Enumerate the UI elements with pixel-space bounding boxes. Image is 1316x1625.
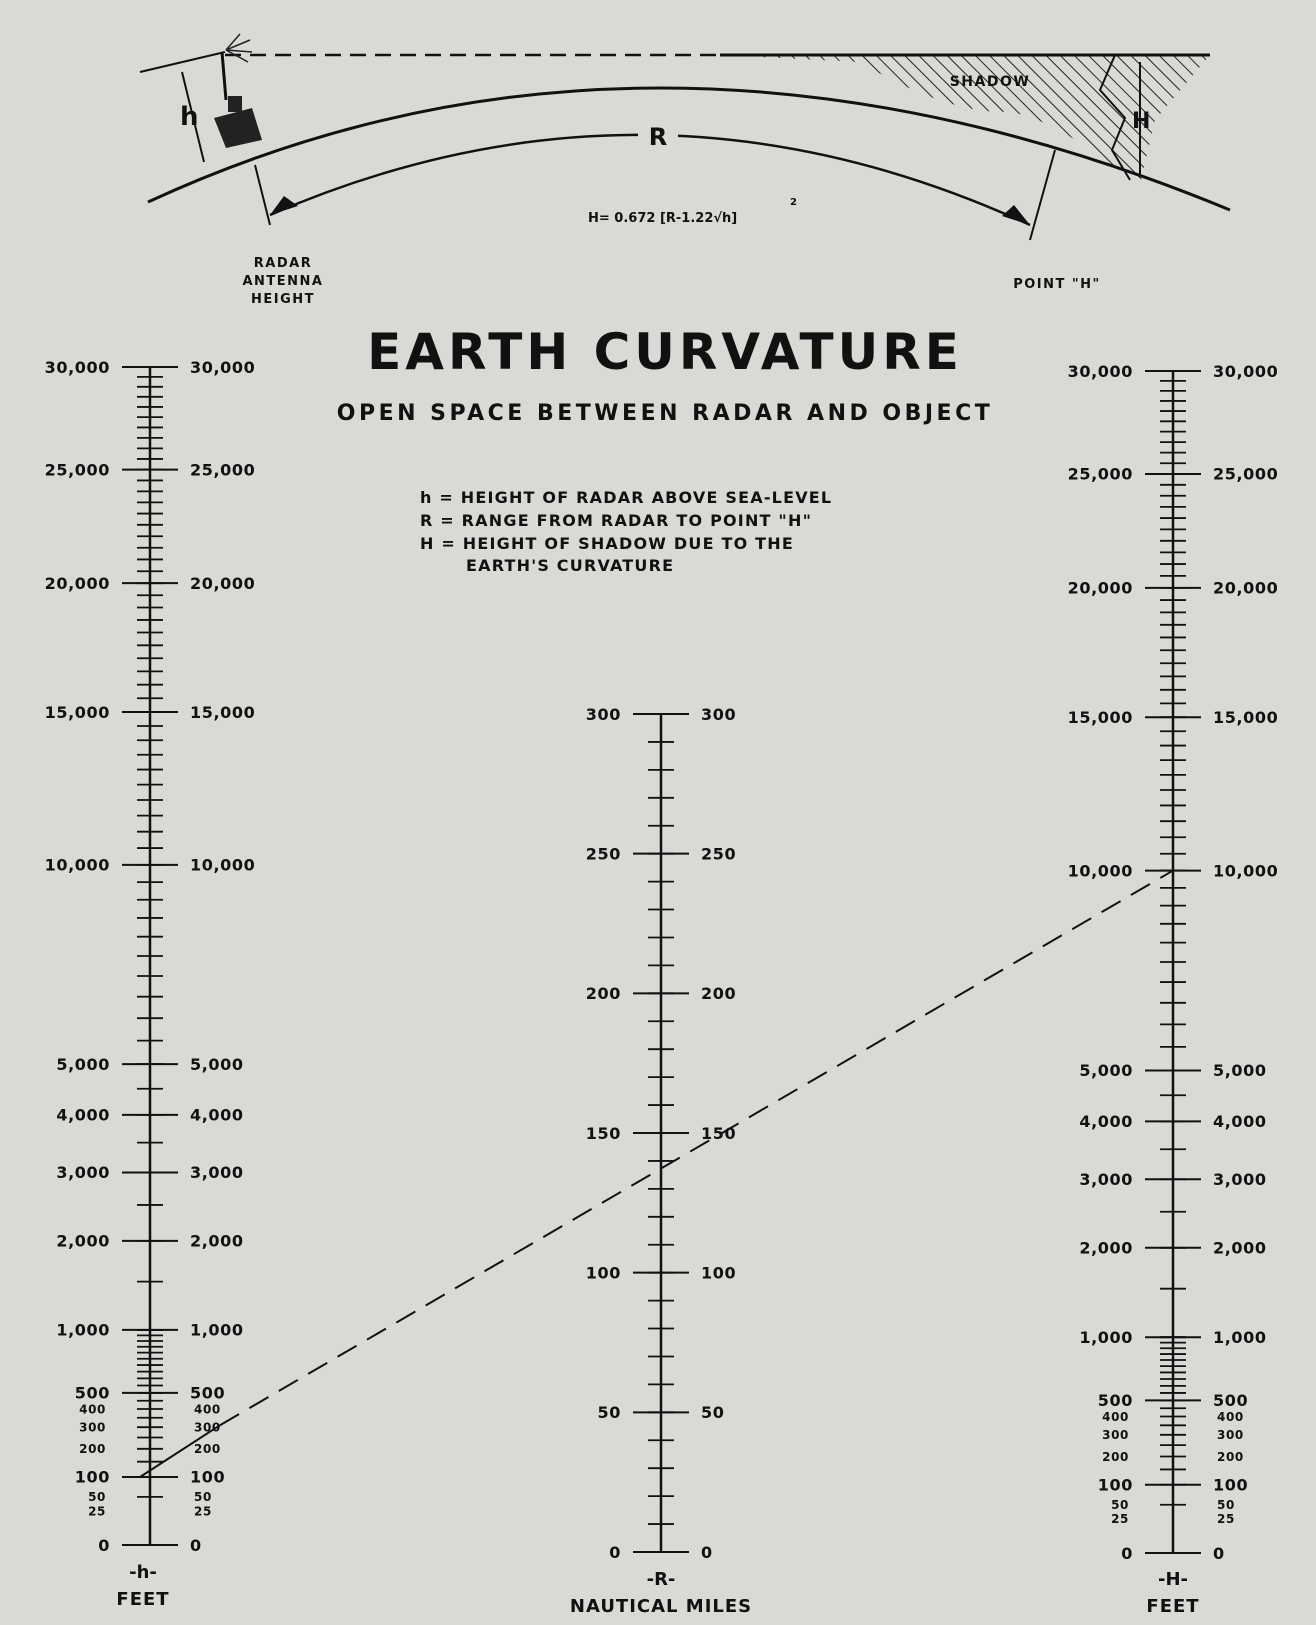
h-tick-label-right: 300 (194, 1420, 221, 1435)
h-tick-label-left: 25,000 (44, 460, 110, 480)
range-left-tick (255, 165, 270, 225)
H-tick-label-left: 3,000 (1079, 1169, 1133, 1189)
legend-line-3: H = HEIGHT OF SHADOW DUE TO THE (420, 534, 795, 553)
H-tick-label-left: 50 (1111, 1498, 1129, 1513)
H-tick-label-right: 0 (1213, 1543, 1225, 1563)
H-axis-unit: FEET (1146, 1596, 1200, 1617)
H-axis-symbol: -H- (1157, 1569, 1189, 1590)
R-tick-label-right: 50 (701, 1403, 725, 1423)
H-tick-label-left: 1,000 (1079, 1327, 1133, 1347)
H-tick-label-right: 20,000 (1213, 578, 1279, 598)
point-h-label: POINT "H" (1013, 277, 1101, 292)
R-tick-label-left: 200 (585, 984, 621, 1004)
diagram-R-label: R (648, 123, 668, 151)
H-tick-label-right: 500 (1213, 1391, 1249, 1411)
H-tick-label-right: 3,000 (1213, 1169, 1267, 1189)
diagram-shadow-label: SHADOW (949, 74, 1031, 90)
R-tick-label-right: 300 (701, 704, 737, 724)
h-axis-unit: FEET (116, 1589, 170, 1610)
radar-label-line-2: ANTENNA (242, 274, 324, 289)
h-tick-label-right: 2,000 (190, 1231, 244, 1251)
h-tick-label-left: 500 (74, 1383, 110, 1403)
h-tick-label-right: 50 (194, 1490, 212, 1505)
chart-title: EARTH CURVATURE (367, 323, 963, 381)
diagram-H-label: H (1132, 109, 1151, 134)
h-tick-label-right: 1,000 (190, 1320, 244, 1340)
R-tick-label-right: 0 (701, 1542, 713, 1562)
H-tick-label-right: 2,000 (1213, 1238, 1267, 1258)
H-tick-label-right: 15,000 (1213, 707, 1279, 727)
R-tick-label-left: 50 (597, 1403, 621, 1423)
H-tick-label-right: 1,000 (1213, 1327, 1267, 1347)
ship-icon (214, 34, 262, 148)
h-tick-label-left: 0 (98, 1535, 110, 1555)
H-tick-label-left: 400 (1102, 1409, 1129, 1424)
H-tick-label-left: 200 (1102, 1449, 1129, 1464)
H-tick-label-left: 100 (1097, 1475, 1133, 1495)
h-tick-label-left: 50 (88, 1490, 106, 1505)
h-tick-label-right: 20,000 (190, 573, 256, 593)
legend-line-2: R = RANGE FROM RADAR TO POINT "H" (420, 511, 813, 530)
R-tick-label-left: 250 (585, 844, 621, 864)
h-tick-label-left: 4,000 (56, 1105, 110, 1125)
curvature-diagram (140, 34, 1230, 307)
h-tick-label-left: 200 (79, 1442, 106, 1457)
h-tick-label-left: 1,000 (56, 1320, 110, 1340)
H-tick-label-left: 20,000 (1067, 578, 1133, 598)
H-tick-label-right: 200 (1217, 1449, 1244, 1464)
h-tick-label-left: 3,000 (56, 1163, 110, 1183)
h-tick-label-right: 4,000 (190, 1105, 244, 1125)
radar-label-line-3: HEIGHT (250, 292, 316, 307)
R-tick-label-right: 200 (701, 984, 737, 1004)
R-tick-label-right: 100 (701, 1263, 737, 1283)
R-tick-label-right: 150 (701, 1123, 737, 1143)
H-tick-label-left: 0 (1121, 1543, 1133, 1563)
h-tick-label-left: 2,000 (56, 1231, 110, 1251)
h-tick-label-left: 15,000 (44, 702, 110, 722)
H-tick-label-right: 5,000 (1213, 1061, 1267, 1081)
diagram-h-label: h (180, 102, 199, 132)
H-tick-label-left: 25 (1111, 1512, 1129, 1527)
R-tick-label-left: 300 (585, 704, 621, 724)
h-tick-label-right: 0 (190, 1535, 202, 1555)
legend-line-1: h = HEIGHT OF RADAR ABOVE SEA-LEVEL (420, 488, 833, 507)
h-tick-label-right: 400 (194, 1402, 221, 1417)
H-tick-label-left: 10,000 (1067, 861, 1133, 881)
R-axis-symbol: -R- (646, 1569, 676, 1590)
radar-height-line (140, 52, 225, 72)
h-tick-label-right: 5,000 (190, 1054, 244, 1074)
H-tick-label-left: 500 (1097, 1391, 1133, 1411)
h-tick-label-right: 3,000 (190, 1163, 244, 1183)
range-arrow-left (270, 196, 298, 215)
H-tick-label-left: 25,000 (1067, 464, 1133, 484)
h-tick-label-left: 300 (79, 1420, 106, 1435)
H-tick-label-right: 50 (1217, 1498, 1235, 1513)
example-isopleth-line (220, 871, 1173, 1426)
R-tick-label-left: 100 (585, 1263, 621, 1283)
h-tick-label-left: 20,000 (44, 573, 110, 593)
H-tick-label-left: 2,000 (1079, 1238, 1133, 1258)
h-tick-label-right: 200 (194, 1442, 221, 1457)
h-tick-label-left: 10,000 (44, 855, 110, 875)
H-tick-label-right: 300 (1217, 1428, 1244, 1443)
h-tick-label-right: 10,000 (190, 855, 256, 875)
range-arrow-right (1002, 205, 1030, 225)
radar-label-line-1: RADAR (253, 256, 313, 271)
formula-exponent: 2 (790, 197, 797, 208)
h-tick-label-right: 30,000 (190, 357, 256, 377)
h-tick-label-left: 30,000 (44, 357, 110, 377)
range-right-tick (1030, 150, 1055, 240)
h-tick-label-right: 100 (190, 1467, 226, 1487)
H-tick-label-left: 5,000 (1079, 1061, 1133, 1081)
h-tick-label-right: 500 (190, 1383, 226, 1403)
h-tick-label-left: 400 (79, 1402, 106, 1417)
legend-line-4: EARTH'S CURVATURE (466, 556, 675, 575)
R-tick-label-left: 150 (585, 1123, 621, 1143)
H-tick-label-right: 25,000 (1213, 464, 1279, 484)
H-tick-label-left: 15,000 (1067, 707, 1133, 727)
h-tick-label-right: 25,000 (190, 460, 256, 480)
H-tick-label-right: 100 (1213, 1475, 1249, 1495)
H-tick-label-left: 4,000 (1079, 1112, 1133, 1132)
R-tick-label-right: 250 (701, 844, 737, 864)
H-tick-label-right: 10,000 (1213, 861, 1279, 881)
h-axis-symbol: -h- (129, 1562, 157, 1583)
chart-subtitle: OPEN SPACE BETWEEN RADAR AND OBJECT (336, 401, 994, 426)
R-axis-unit: NAUTICAL MILES (569, 1596, 753, 1617)
H-tick-label-right: 400 (1217, 1409, 1244, 1424)
h-tick-label-left: 25 (88, 1504, 106, 1519)
h-tick-label-left: 5,000 (56, 1054, 110, 1074)
R-tick-label-left: 0 (609, 1542, 621, 1562)
H-tick-label-left: 30,000 (1067, 361, 1133, 381)
h-tick-label-right: 15,000 (190, 702, 256, 722)
formula-text: H= 0.672 [R-1.22√h] (588, 211, 738, 226)
H-tick-label-right: 4,000 (1213, 1112, 1267, 1132)
h-tick-label-right: 25 (194, 1504, 212, 1519)
h-tick-label-left: 100 (74, 1467, 110, 1487)
H-tick-label-left: 300 (1102, 1428, 1129, 1443)
H-tick-label-right: 25 (1217, 1512, 1235, 1527)
H-tick-label-right: 30,000 (1213, 361, 1279, 381)
